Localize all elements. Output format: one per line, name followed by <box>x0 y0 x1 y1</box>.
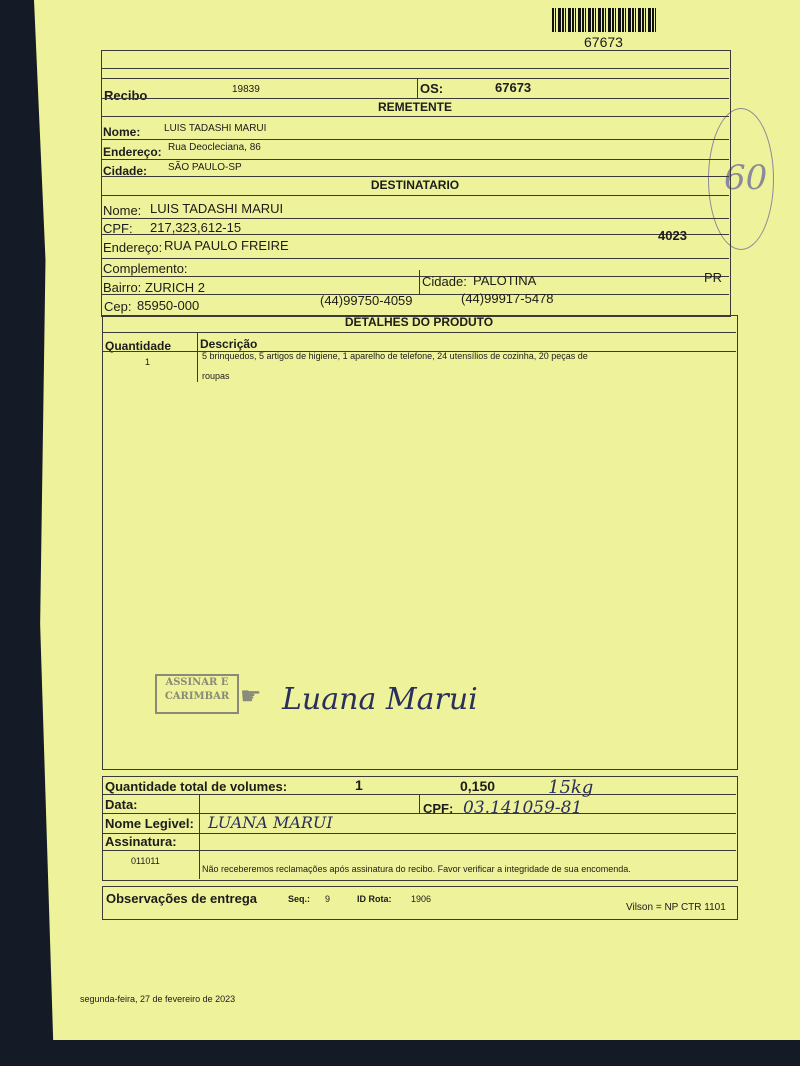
col-descricao: Descrição <box>200 337 258 351</box>
date-footer: segunda-feira, 27 de fevereiro de 2023 <box>80 994 236 1004</box>
cpf-label: CPF: <box>423 801 454 816</box>
dest-cpf-label: CPF: <box>103 221 133 236</box>
cpf-handwritten: 03.141059-81 <box>463 798 583 818</box>
rota-label: ID Rota: <box>357 894 392 904</box>
dest-phone-2: (44)99917-5478 <box>461 291 554 306</box>
observacoes-label: Observações de entrega <box>106 891 258 906</box>
os-value: 67673 <box>495 80 532 95</box>
signature: Luana Marui <box>282 682 478 717</box>
total-value: 1 <box>355 777 363 793</box>
cidade-label: Cidade: <box>103 164 148 178</box>
vilson-note: Vilson = NP CTR 1101 <box>626 902 726 913</box>
col-quantidade: Quantidade <box>105 339 172 353</box>
dest-endereco-value: RUA PAULO FREIRE <box>164 238 289 253</box>
endereco-value: Rua Deocleciana, 86 <box>168 142 261 153</box>
data-label: Data: <box>105 797 138 812</box>
product-row-descricao-1: 5 brinquedos, 5 artigos de higiene, 1 aparelho de telefone, 24 utensílios de cozinha, 20 peças de <box>202 351 588 361</box>
dest-cep-value: 85950-000 <box>137 298 200 313</box>
dest-phone-1: (44)99750-4059 <box>320 293 413 308</box>
dest-numero: 4023 <box>658 228 687 243</box>
dest-bairro-value: ZURICH 2 <box>145 280 205 295</box>
dest-cep-label: Cep: <box>104 299 132 314</box>
barcode <box>552 8 656 32</box>
dest-cpf-value: 217,323,612-15 <box>150 220 242 235</box>
dest-cidade-value: PALOTINA <box>473 273 537 288</box>
destinatario-header: DESTINATARIO <box>370 178 460 192</box>
product-row-quantidade: 1 <box>145 357 151 367</box>
dest-endereco-label: Endereço: <box>103 240 163 255</box>
total-label: Quantidade total de volumes: <box>105 779 288 794</box>
endereco-label: Endereço: <box>103 145 162 159</box>
dest-bairro-label: Bairro: <box>103 280 142 295</box>
nome-legivel-handwritten: LUANA MARUI <box>208 813 333 832</box>
dest-nome-label: Nome: <box>103 203 142 218</box>
stamp-line-1: ASSINAR E <box>165 677 229 688</box>
remetente-header: REMETENTE <box>377 100 452 114</box>
dest-nome-value: LUIS TADASHI MARUI <box>150 201 284 216</box>
assinatura-label: Assinatura: <box>105 834 177 849</box>
nome-value: LUIS TADASHI MARUI <box>164 123 267 134</box>
nome-legivel-label: Nome Legivel: <box>105 816 194 831</box>
margin-note: 60 <box>724 158 768 198</box>
cidade-value: SÃO PAULO-SP <box>168 162 242 173</box>
footer-code: 011011 <box>131 856 160 866</box>
dest-complemento-label: Complemento: <box>103 261 188 276</box>
peso-value: 0,150 <box>460 778 496 794</box>
pointing-hand-icon: ☛ <box>240 683 262 710</box>
barcode-number: 67673 <box>584 34 623 50</box>
rota-value: 1906 <box>411 894 432 904</box>
recibo-label: Recibo <box>104 88 148 103</box>
os-label: OS: <box>420 81 444 96</box>
seq-label: Seq.: <box>288 894 311 904</box>
stamp-line-2: CARIMBAR <box>164 691 230 702</box>
dest-uf: PR <box>704 270 723 285</box>
sign-stamp <box>155 674 239 714</box>
dest-cidade-label: Cidade: <box>422 274 467 289</box>
product-row-descricao-2: roupas <box>202 371 230 381</box>
peso-handwritten: 15kg <box>548 777 594 798</box>
recibo-value: 19839 <box>232 84 260 95</box>
nome-label: Nome: <box>103 125 141 139</box>
seq-value: 9 <box>325 894 331 904</box>
disclaimer: Não receberemos reclamações após assinatura do recibo. Favor verificar a integridade de sua encomenda. <box>202 864 631 874</box>
produto-header: DETALHES DO PRODUTO <box>344 315 494 329</box>
